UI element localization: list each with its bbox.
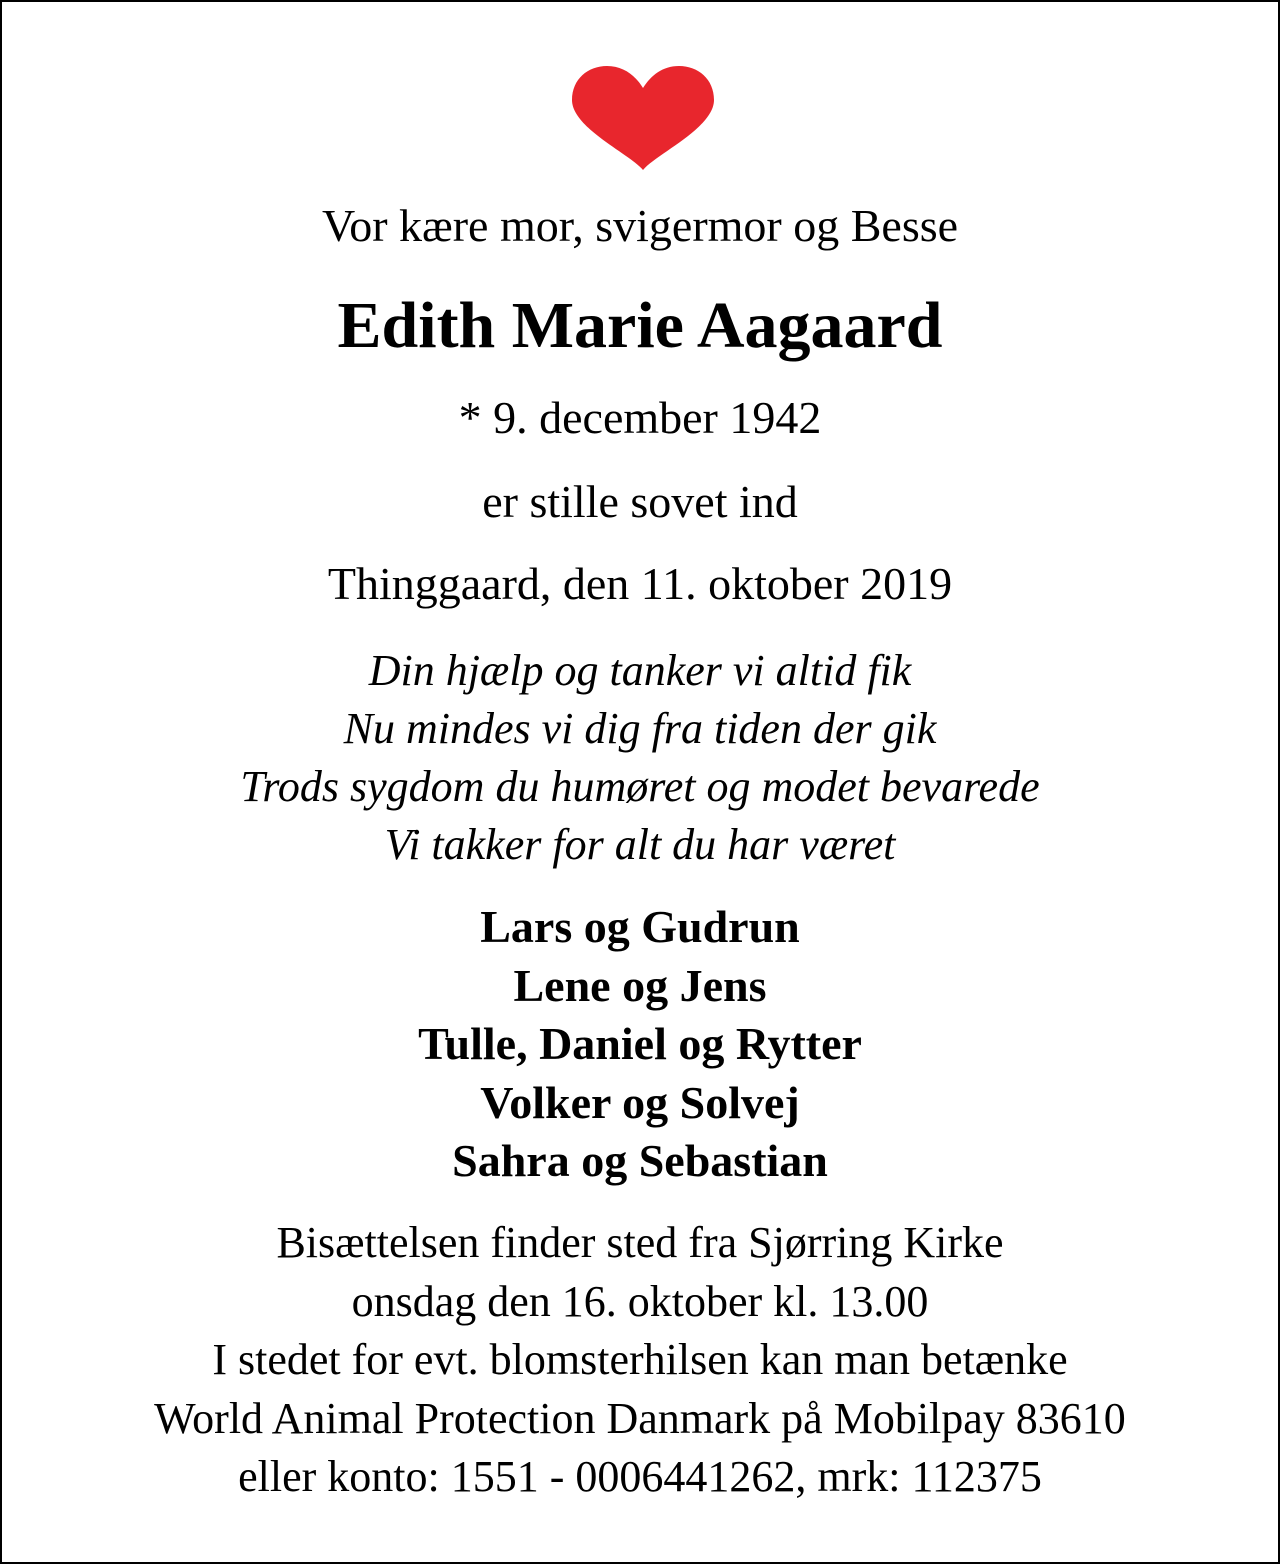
verse-line: Din hjælp og tanker vi altid fik	[368, 646, 912, 695]
birth-date: * 9. december 1942	[458, 392, 822, 443]
funeral-info-line: I stedet for evt. blomsterhilsen kan man betænke	[212, 1335, 1068, 1384]
family-names	[2, 898, 1278, 1191]
family-name-line: Lene og Jens	[513, 959, 767, 1011]
heart-shape	[572, 66, 714, 170]
heart-icon	[572, 66, 714, 170]
family-name-line: Volker og Solvej	[480, 1076, 800, 1128]
passed-away-line: er stille sovet ind	[482, 476, 798, 527]
funeral-info-line: onsdag den 16. oktober kl. 13.00	[351, 1276, 929, 1326]
place-and-date: Thinggaard, den 11. oktober 2019	[327, 558, 953, 609]
funeral-info-line: Bisættelsen finder sted fra Sjørring Kirke	[276, 1218, 1004, 1267]
funeral-information	[2, 1214, 1278, 1507]
memorial-verse	[2, 642, 1278, 874]
family-name-line: Tulle, Daniel og Rytter	[418, 1018, 862, 1069]
deceased-name: Edith Marie Aagaard	[337, 289, 943, 362]
verse-line: Vi takker for alt du har været	[384, 820, 896, 869]
verse-line: Trods sygdom du humøret og modet bevarede	[240, 762, 1040, 811]
family-name-line: Sahra og Sebastian	[452, 1135, 828, 1186]
funeral-info-line: eller konto: 1551 - 0006441262, mrk: 112375	[238, 1452, 1042, 1501]
funeral-info-line: World Animal Protection Danmark på Mobilpay 83610	[154, 1393, 1126, 1443]
family-name-line: Lars og Gudrun	[480, 901, 800, 952]
verse-line: Nu mindes vi dig fra tiden der gik	[343, 704, 937, 753]
intro-line: Vor kære mor, svigermor og Besse	[321, 200, 959, 251]
